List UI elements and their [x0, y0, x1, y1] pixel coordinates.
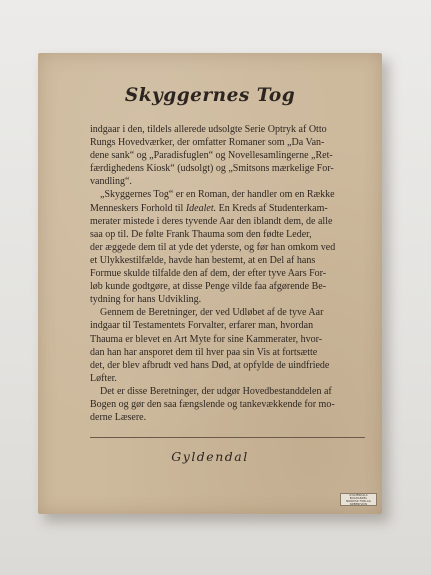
blurb-text	[90, 123, 366, 424]
blurb-line: der æggede dem til at yde det yderste, og før han omkom ved	[90, 241, 336, 253]
blurb-line: merater mistede i deres tyvende Aar den iblandt dem, de alle	[90, 215, 333, 227]
blurb-line: færdighedens Kiosk“ (udsolgt) og „Smitsons mærkelige For-	[90, 163, 334, 175]
blurb-line: Rungs Hovedværker, der omfatter Romaner som „Da Van-	[90, 137, 325, 149]
book-back-cover	[38, 53, 382, 514]
blurb-line: Gennem de Beretninger, der ved Udløbet af de tyve Aar	[100, 307, 324, 319]
blurb-line: Menneskers Forhold til Idealet. En Kreds af Studenterkam-	[90, 202, 328, 214]
blurb-line: Thauma er blevet en Art Myte for sine Kammerater, hvor-	[90, 333, 323, 345]
blurb-line: Løfter.	[90, 372, 117, 384]
blurb-line: Bogen og gør den saa fængslende og tankevækkende for mo-	[90, 398, 335, 410]
blurb-line: Det er disse Beretninger, der udgør Hovedbestanddelen af	[100, 385, 332, 397]
sticker-line: GYLDENDALS	[349, 493, 368, 497]
blurb-line: derne Læsere.	[90, 412, 147, 424]
blurb-line: Formue skulde tilfalde den af dem, der efter tyve Aars For-	[90, 268, 327, 280]
blurb-line: indgaar til Testamentets Forvalter, erfarer man, hvordan	[90, 320, 314, 332]
blurb-line: dan han har ansporet dem til hver paa sin Vis at fortsætte	[90, 346, 318, 358]
blurb-line: indgaar i den, tildels allerede udsolgte Serie Optryk af Otto	[90, 124, 327, 135]
publisher-name: Gyldendal	[171, 449, 249, 464]
blurb-line: det, der blev afbrudt ved hans Død, at opfylde de uindfriede	[90, 359, 330, 371]
blurb-line: „Skyggernes Tog“ er en Roman, der handler om en Række	[100, 189, 335, 201]
blurb-line: tydning for hans Udvikling.	[90, 294, 202, 306]
divider-rule	[90, 437, 365, 438]
blurb-line: vandling“.	[90, 176, 132, 188]
bookseller-sticker	[340, 493, 377, 506]
sticker-line: BOGHANDEL	[349, 496, 368, 500]
blurb-line: løb kunde godtgøre, at disse Penge vilde faa afgørende Be-	[90, 281, 327, 293]
sticker-line: KØBENHAVN	[349, 502, 368, 506]
blurb-line: saa op til. De følte Frank Thauma som den fødte Leder,	[90, 228, 312, 240]
sticker-line: NORDISK FORLAG	[346, 499, 371, 503]
blurb-line: dene sank“ og „Paradisfuglen“ og Novellesamlingerne „Ret-	[90, 150, 333, 162]
blurb-line: et Ulykkestilfælde, havde han bestemt, at en Del af hans	[90, 254, 316, 266]
book-title: Skyggernes Tog	[124, 85, 296, 106]
